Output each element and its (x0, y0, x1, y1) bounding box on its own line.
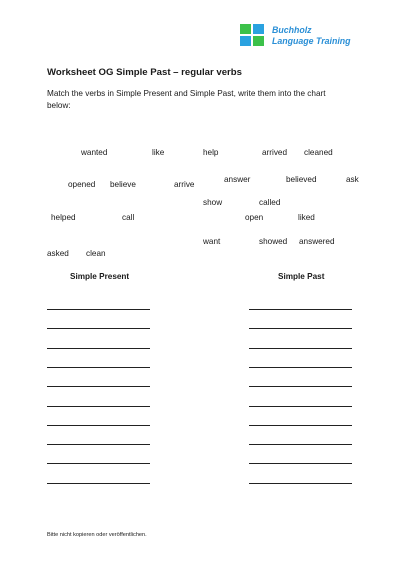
word-bank-item: opened (68, 180, 96, 189)
word-bank-item: arrive (174, 180, 195, 189)
simple-past-answer-line[interactable] (249, 348, 352, 349)
simple-present-answer-line[interactable] (47, 328, 150, 329)
word-bank-item: help (203, 148, 219, 157)
word-bank-item: cleaned (304, 148, 333, 157)
simple-past-header: Simple Past (278, 272, 325, 281)
word-bank-item: want (203, 237, 221, 246)
simple-present-answer-line[interactable] (47, 483, 150, 484)
word-bank-item: asked (47, 249, 69, 258)
word-bank-item: arrived (262, 148, 288, 157)
simple-past-answer-line[interactable] (249, 367, 352, 368)
word-bank-item: like (152, 148, 165, 157)
logo-square-top-left (240, 24, 251, 34)
worksheet-instructions: Match the verbs in Simple Present and Simple Past, write them into the chart below: (47, 89, 326, 110)
simple-present-answer-line[interactable] (47, 406, 150, 407)
word-bank-item: clean (86, 249, 106, 258)
simple-past-answer-line[interactable] (249, 406, 352, 407)
logo-line-1: Buchholz (272, 25, 312, 35)
word-bank-item: helped (51, 213, 76, 222)
logo-square-bottom-right (253, 36, 264, 46)
simple-present-answer-line[interactable] (47, 309, 150, 310)
word-bank-item: showed (259, 237, 288, 246)
simple-present-answer-line[interactable] (47, 367, 150, 368)
simple-past-answer-line[interactable] (249, 463, 352, 464)
simple-present-header: Simple Present (70, 272, 130, 281)
word-bank-item: liked (298, 213, 315, 222)
simple-past-answer-line[interactable] (249, 328, 352, 329)
simple-present-answer-line[interactable] (47, 348, 150, 349)
logo-squares-icon (240, 24, 266, 48)
buchholz-logo (240, 24, 380, 48)
logo-line-2: Language Training (272, 36, 351, 46)
word-bank-item: answered (299, 237, 335, 246)
word-bank-item: call (122, 213, 135, 222)
simple-past-answer-line[interactable] (249, 444, 352, 445)
simple-present-answer-line[interactable] (47, 425, 150, 426)
simple-present-answer-line[interactable] (47, 444, 150, 445)
worksheet-title: Worksheet OG Simple Past – regular verbs (47, 67, 242, 78)
word-bank-item: ask (346, 175, 359, 184)
word-bank-item: answer (224, 175, 251, 184)
simple-past-answer-line[interactable] (249, 309, 352, 310)
simple-present-answer-line[interactable] (47, 386, 150, 387)
word-bank-item: show (203, 198, 223, 207)
copyright-notice: Bitte nicht kopieren oder veröffentlichen. (47, 532, 147, 538)
simple-past-answer-line[interactable] (249, 386, 352, 387)
word-bank-item: open (245, 213, 264, 222)
simple-past-answer-line[interactable] (249, 483, 352, 484)
logo-text (272, 25, 351, 47)
word-bank-item: believe (110, 180, 136, 189)
simple-present-answer-line[interactable] (47, 463, 150, 464)
word-bank-item: wanted (81, 148, 108, 157)
word-bank-item: called (259, 198, 281, 207)
logo-square-top-right (253, 24, 264, 34)
simple-past-answer-line[interactable] (249, 425, 352, 426)
logo-square-bottom-left (240, 36, 251, 46)
word-bank-item: believed (286, 175, 317, 184)
